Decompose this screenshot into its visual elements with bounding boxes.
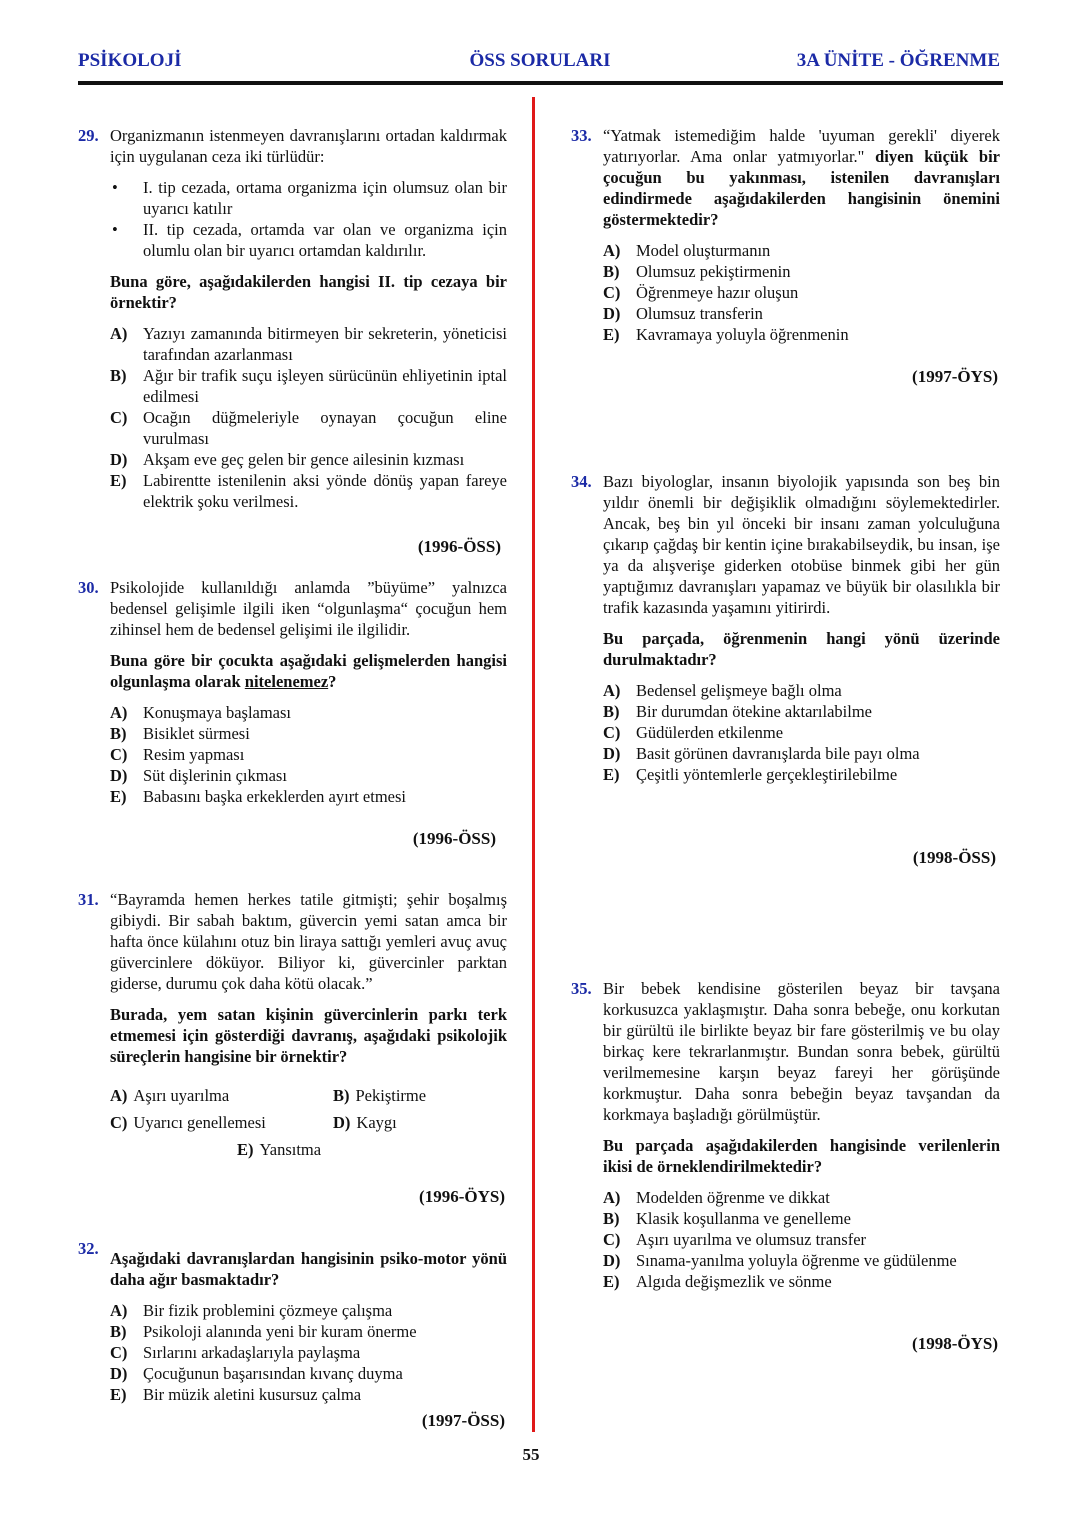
option-letter: D) (603, 1251, 621, 1270)
option-letter: A) (110, 324, 128, 343)
option-letter: D) (110, 766, 128, 785)
prompt-text: Bu parçada aşağıdakilerden hangisinde verilenlerin ikisi de örneklendirilmektedir? (603, 1136, 1000, 1176)
option-a[interactable] (110, 1300, 507, 1321)
option-letter: E) (603, 765, 620, 784)
question-prompt (603, 628, 1000, 670)
option-letter: B) (110, 366, 127, 385)
question-body (603, 125, 1000, 345)
option-b[interactable] (603, 261, 1000, 282)
option-d[interactable] (603, 743, 1000, 764)
question-prompt (110, 1248, 507, 1290)
page-number: 55 (522, 1445, 540, 1464)
option-letter: A) (603, 681, 621, 700)
option-e[interactable] (110, 470, 507, 512)
prompt-underlined: nitelenemez (244, 672, 329, 691)
option-letter: C) (603, 723, 621, 742)
stem-bold-text: diyen küçük bir çocuğun bu yakınması, istenilen davranışları edindirmede aşağıdakilerden hangisinin önemini göstermektedir? (603, 147, 1001, 229)
option-text: Öğrenmeye hazır oluşun (636, 283, 799, 302)
option-b[interactable] (110, 365, 507, 407)
option-text: Resim yapması (143, 745, 245, 764)
question-34 (571, 471, 1001, 785)
option-text: Çocuğunun başarısından kıvanç duyma (143, 1364, 403, 1383)
option-letter: A) (603, 241, 621, 260)
answer-options (110, 702, 507, 807)
option-text: Konuşmaya başlaması (143, 703, 292, 722)
question-number: 34. (571, 472, 592, 491)
option-d[interactable] (603, 303, 1000, 324)
option-letter: E) (110, 471, 127, 490)
header-title: ÖSS SORULARI (469, 50, 611, 71)
answer-options (110, 1300, 507, 1405)
answer-options (603, 240, 1000, 345)
option-letter: E) (237, 1140, 254, 1159)
option-letter: B) (603, 702, 620, 721)
option-text: Kaygı (356, 1113, 397, 1132)
option-c[interactable] (110, 407, 507, 449)
option-text: Süt dişlerinin çıkması (143, 766, 287, 785)
answer-options (603, 1187, 1000, 1292)
option-letter: E) (110, 787, 127, 806)
question-stem (110, 889, 507, 994)
option-text: Sınama-yanılma yoluyla öğrenme ve güdülenme (636, 1251, 957, 1270)
question-number: 29. (78, 126, 99, 145)
question-prompt (110, 650, 507, 692)
question-35 (571, 978, 1001, 1292)
option-text: Kavramaya yoluyla öğrenmenin (636, 325, 849, 344)
option-d[interactable] (110, 1363, 507, 1384)
option-letter: E) (603, 1272, 620, 1291)
option-b[interactable] (110, 1321, 507, 1342)
bullet-item (110, 219, 507, 261)
option-c[interactable] (603, 1229, 1000, 1250)
option-letter: B) (110, 724, 127, 743)
option-letter: C) (110, 745, 128, 764)
answer-options (110, 1085, 507, 1160)
option-e[interactable] (110, 1139, 507, 1160)
option-letter: C) (110, 1343, 128, 1362)
stem-text: “Bayramda hemen herkes tatile gitmişti; şehir boşalmış gibiydi. Bir sabah baktım, güvercin yemi satan amca bir hafta önce külahını otuz bin liraya sattığı yemleri avuç avuç güvercinlere döküyor. Biliyor ki, güvercinler parktan giderse, durumu çok daha kötü olacak.” (110, 890, 507, 993)
option-text: Klasik koşullanma ve genelleme (636, 1209, 851, 1228)
option-d[interactable] (110, 449, 507, 470)
question-prompt (603, 1135, 1000, 1177)
option-letter: A) (110, 1086, 128, 1105)
option-letter: B) (603, 1209, 620, 1228)
option-letter: B) (603, 262, 620, 281)
question-stem (110, 125, 507, 167)
option-d[interactable] (333, 1112, 507, 1133)
question-number: 30. (78, 578, 99, 597)
question-body (110, 577, 507, 807)
option-letter: D) (603, 304, 621, 323)
option-letter: A) (110, 703, 128, 722)
question-number: 31. (78, 890, 99, 909)
question-number: 33. (571, 126, 592, 145)
stem-text: “Yatmak istemediğim halde 'uyuman gerekli' diyerek yatırıyorlar. Ama onlar yatmıyorlar." (603, 126, 1000, 166)
prompt-text: Buna göre bir çocukta aşağıdaki gelişmelerden hangisi olgunlaşma olarak (110, 651, 507, 691)
question-source: (1996-ÖYS) (419, 1187, 505, 1206)
header-subject: PSİKOLOJİ (78, 50, 182, 71)
option-text: Model oluşturmanın (636, 241, 771, 260)
option-text: Pekiştirme (355, 1086, 427, 1105)
stem-text: Bazı biyologlar, insanın biyolojik yapısında son beş bin yıldır önemli bir değişiklik olmadığını söylemektedirler. Ancak, beş bin yıl önceki bir insanı zaman yolculuğuna çıkarıp çağdaş bir kentin içine bırakabilseydik, bu insan, işe ya da alışverişe giderken otobüse binmek gibi her gün yaptığımız davranışları yapamaz ve büyük bir olasılıkla bir trafik kazasında yaşamını yitirirdi. (603, 472, 1000, 617)
question-prompt (110, 1004, 507, 1067)
question-stem (110, 577, 507, 640)
question-29 (78, 125, 508, 512)
option-text: Bedensel gelişmeye bağlı olma (636, 681, 842, 700)
question-source: (1997-ÖYS) (912, 367, 998, 386)
option-letter: E) (603, 325, 620, 344)
option-text: Babasını başka erkeklerden ayırt etmesi (143, 787, 406, 806)
bullet-text: II. tip cezada, ortamda var olan ve organizma için olumlu olan bir uyarıcı ortamdan kaldırılır. (143, 220, 507, 260)
prompt-text: Aşağıdaki davranışlardan hangisinin psiko-motor yönü daha ağır basmaktadır? (110, 1249, 507, 1289)
option-e[interactable] (603, 324, 1000, 345)
question-source: (1996-ÖSS) (412, 829, 496, 848)
question-source: (1997-ÖSS) (421, 1411, 505, 1430)
option-text: Basit görünen davranışlarda bile payı olma (636, 744, 920, 763)
option-text: Çeşitli yöntemlerle gerçekleştirilebilme (636, 765, 898, 784)
option-text: Ocağın düğmeleriyle oynayan çocuğun eline vurulması (143, 408, 507, 448)
option-text: Olumsuz transferin (636, 304, 763, 323)
answer-options (110, 323, 507, 512)
option-text: Psikoloji alanında yeni bir kuram önerme (143, 1322, 417, 1341)
question-source: (1998-ÖYS) (912, 1334, 998, 1353)
prompt-text: ? (328, 672, 337, 691)
bullet-text: I. tip cezada, ortama organizma için olumsuz olan bir uyarıcı katılır (143, 178, 507, 218)
option-letter: C) (110, 1113, 128, 1132)
option-b[interactable] (110, 723, 507, 744)
option-b[interactable] (603, 1208, 1000, 1229)
question-stem (603, 471, 1000, 618)
question-number: 32. (78, 1239, 99, 1258)
question-body (110, 125, 507, 512)
option-a[interactable] (110, 702, 507, 723)
question-body (603, 471, 1000, 785)
question-stem (603, 125, 1000, 230)
bullet-icon: • (112, 220, 118, 239)
question-30 (78, 577, 508, 807)
header-rule (78, 81, 1003, 85)
option-text: Bisiklet sürmesi (143, 724, 250, 743)
option-text: Bir fizik problemini çözmeye çalışma (143, 1301, 393, 1320)
option-text: Modelden öğrenme ve dikkat (636, 1188, 830, 1207)
option-text: Labirentte istenilenin aksi yönde dönüş yapan fareye elektrik şoku verilmesi. (143, 471, 507, 511)
option-c[interactable] (603, 722, 1000, 743)
option-text: Aşırı uyarılma (133, 1086, 230, 1105)
question-source: (1998-ÖSS) (912, 848, 996, 867)
option-text: Uyarıcı genellemesi (133, 1113, 266, 1132)
prompt-text: Buna göre, aşağıdakilerden hangisi II. tip cezaya bir örnektir? (110, 272, 507, 312)
option-text: Aşırı uyarılma ve olumsuz transfer (636, 1230, 867, 1249)
option-letter: B) (110, 1322, 127, 1341)
option-letter: A) (110, 1301, 128, 1320)
option-text: Bir müzik aletini kusursuz çalma (143, 1385, 362, 1404)
option-text: Yansıtma (259, 1140, 322, 1159)
option-e[interactable] (110, 1384, 507, 1405)
option-text: Olumsuz pekiştirmenin (636, 262, 791, 281)
prompt-text: Bu parçada, öğrenmenin hangi yönü üzerinde durulmaktadır? (603, 629, 1000, 669)
option-a[interactable] (110, 323, 507, 365)
question-32 (78, 1238, 508, 1405)
question-stem (603, 978, 1000, 1125)
option-text: Sırlarını arkadaşlarıyla paylaşma (143, 1343, 361, 1362)
option-c[interactable] (110, 744, 507, 765)
question-31 (78, 889, 508, 1160)
stem-text: Psikolojide kullanıldığı anlamda ”büyüme” yalnızca bedensel gelişimle ilgili iken “olgunlaşma“ çocuğun hem zihinsel hem de bedensel gelişimi ile ilgilidir. (110, 578, 507, 639)
stem-text: Bir bebek kendisine gösterilen beyaz bir tavşana korkusuzca yaklaşmıştır. Daha sonra bebeğe, onu korkutan bir gürültü ile birlikte beyaz bir fare gösterilmiş ve bu olay birkaç kere tekrarlanmıştır. Bundan sonra bebek, gürültü verilmemesine karşın beyaz fareyi her görüşünde korkmuştur. Daha sonra bebeğin beyaz tavşandan da korkmaya başladığı görülmüştür. (603, 979, 1000, 1124)
option-a[interactable] (110, 1085, 333, 1106)
prompt-text: Burada, yem satan kişinin güvercinlerin parkı terk etmemesi için gösterdiği davranış, aşağıdaki psikolojik süreçlerin hangisine bir örnektir? (110, 1005, 507, 1066)
option-b[interactable] (603, 701, 1000, 722)
header-unit: 3A ÜNİTE - ÖĞRENME (796, 50, 1000, 71)
option-text: Ağır bir trafik suçu işleyen sürücünün ehliyetinin iptal edilmesi (143, 366, 507, 406)
question-body (110, 1248, 507, 1405)
option-text: Güdülerden etkilenme (636, 723, 784, 742)
option-text: Yazıyı zamanında bitirmeyen bir sekreterin, yöneticisi tarafından azarlanması (143, 324, 507, 364)
option-letter: C) (110, 408, 128, 427)
option-letter: D) (110, 1364, 128, 1383)
option-b[interactable] (333, 1085, 507, 1106)
option-letter: A) (603, 1188, 621, 1207)
option-c[interactable] (110, 1342, 507, 1363)
option-e[interactable] (603, 764, 1000, 785)
bullet-list (110, 177, 507, 261)
option-e[interactable] (110, 786, 507, 807)
column-divider (532, 97, 535, 1432)
question-source: (1996-ÖSS) (417, 537, 501, 556)
bullet-item (110, 177, 507, 219)
option-d[interactable] (603, 1250, 1000, 1271)
question-body (110, 889, 507, 1160)
option-letter: D) (110, 450, 128, 469)
option-a[interactable] (603, 240, 1000, 261)
question-body (603, 978, 1000, 1292)
stem-text: Organizmanın istenmeyen davranışlarını ortadan kaldırmak için uygulanan ceza iki türlüdür: (110, 126, 507, 166)
option-letter: E) (110, 1385, 127, 1404)
option-a[interactable] (603, 680, 1000, 701)
question-prompt (110, 271, 507, 313)
option-text: Bir durumdan ötekine aktarılabilme (636, 702, 872, 721)
option-a[interactable] (603, 1187, 1000, 1208)
option-e[interactable] (603, 1271, 1000, 1292)
answer-options (603, 680, 1000, 785)
option-letter: C) (603, 283, 621, 302)
question-33 (571, 125, 1001, 345)
bullet-icon: • (112, 178, 118, 197)
option-letter: D) (603, 744, 621, 763)
option-text: Akşam eve geç gelen bir gence ailesinin kızması (143, 450, 465, 469)
option-d[interactable] (110, 765, 507, 786)
option-letter: D) (333, 1113, 351, 1132)
option-letter: B) (333, 1086, 350, 1105)
option-letter: C) (603, 1230, 621, 1249)
question-number: 35. (571, 979, 592, 998)
option-c[interactable] (603, 282, 1000, 303)
option-text: Algıda değişmezlik ve sönme (636, 1272, 832, 1291)
option-c[interactable] (110, 1112, 333, 1133)
